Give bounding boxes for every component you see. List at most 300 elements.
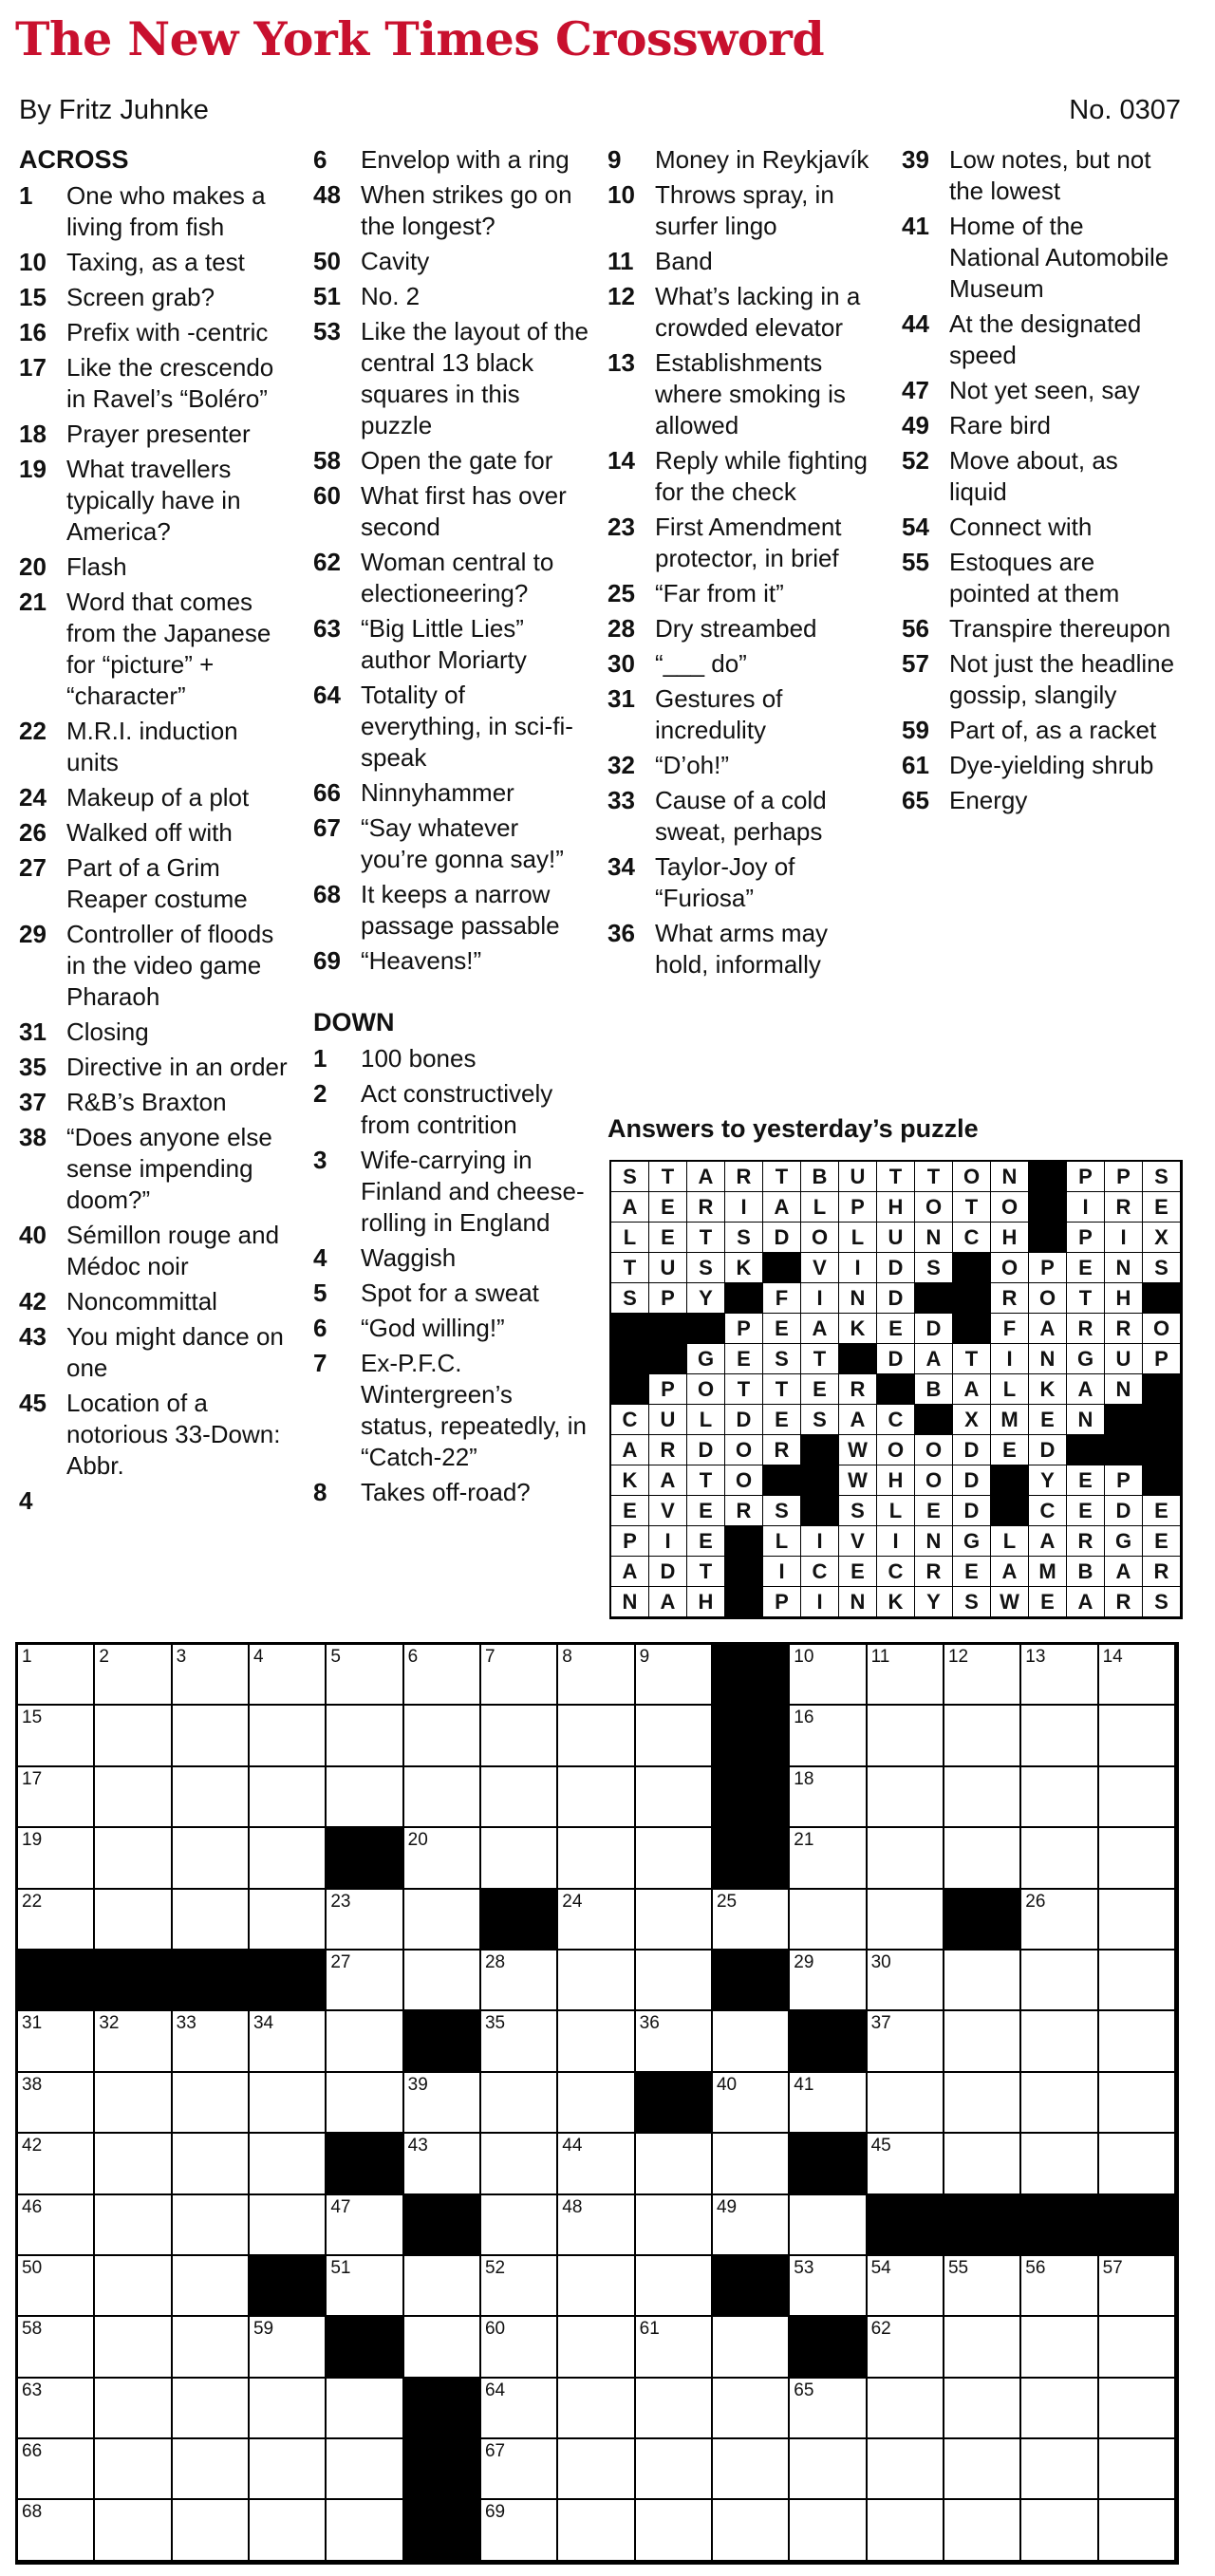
clue-number: 30	[608, 649, 635, 679]
grid-cell[interactable]	[250, 1890, 327, 1951]
grid-cell[interactable]	[868, 2439, 944, 2500]
answer-letter: A	[611, 1435, 649, 1465]
answer-letter: A	[763, 1192, 801, 1223]
clue-42	[19, 1286, 294, 1317]
grid-cell[interactable]	[327, 2073, 403, 2134]
grid-cell[interactable]	[18, 2317, 95, 2378]
clue-number: 38	[19, 1123, 47, 1152]
grid-cell[interactable]	[173, 2011, 250, 2072]
grid-cell[interactable]	[173, 2500, 250, 2561]
answer-letter: P	[1105, 1162, 1143, 1192]
grid-cell[interactable]	[95, 2011, 172, 2072]
grid-cell[interactable]	[558, 1767, 635, 1828]
grid-cell[interactable]	[250, 1767, 327, 1828]
grid-cell[interactable]	[1021, 2317, 1098, 2378]
grid-cell[interactable]	[558, 1645, 635, 1706]
grid-cell[interactable]	[173, 2439, 250, 2500]
grid-cell[interactable]	[18, 2134, 95, 2194]
answer-black-square	[725, 1557, 763, 1587]
grid-cell[interactable]	[790, 2073, 867, 2134]
grid-cell[interactable]	[481, 1645, 558, 1706]
grid-cell[interactable]	[250, 1706, 327, 1766]
clue-text: When strikes go on the longest?	[361, 180, 572, 241]
clue-62	[313, 547, 589, 609]
grid-cell[interactable]	[250, 1828, 327, 1889]
answer-letter: E	[687, 1526, 725, 1557]
answer-letter: S	[915, 1253, 953, 1283]
grid-cell[interactable]	[636, 1767, 713, 1828]
grid-cell[interactable]	[481, 2073, 558, 2134]
grid-cell[interactable]	[18, 2073, 95, 2134]
grid-cell[interactable]	[558, 2500, 635, 2561]
grid-cell[interactable]	[173, 2073, 250, 2134]
answer-letter: E	[1029, 1405, 1067, 1435]
grid-cell[interactable]	[95, 1706, 172, 1766]
cell-number: 31	[22, 2013, 43, 2034]
grid-cell[interactable]	[250, 1645, 327, 1706]
grid-cell[interactable]	[481, 1951, 558, 2011]
answer-letter: H	[877, 1192, 915, 1223]
answer-letter: E	[649, 1223, 687, 1253]
grid-cell[interactable]	[1099, 2439, 1176, 2500]
answer-letter: M	[1029, 1557, 1067, 1587]
clue-38	[19, 1122, 294, 1216]
answer-letter: O	[953, 1162, 991, 1192]
grid-cell[interactable]	[18, 2256, 95, 2317]
clue-number: 12	[608, 282, 635, 311]
grid-cell[interactable]	[1021, 1767, 1098, 1828]
grid-cell[interactable]	[558, 1706, 635, 1766]
answer-letter: N	[1067, 1405, 1105, 1435]
answer-letter: S	[1143, 1253, 1181, 1283]
grid-cell[interactable]	[636, 2256, 713, 2317]
cell-number: 51	[330, 2257, 351, 2278]
grid-cell[interactable]	[18, 2011, 95, 2072]
grid-cell[interactable]	[1099, 1951, 1176, 2011]
grid-cell[interactable]	[481, 1767, 558, 1828]
grid-cell[interactable]	[404, 1951, 481, 2011]
grid-cell[interactable]	[944, 2379, 1021, 2439]
grid-cell[interactable]	[558, 2379, 635, 2439]
clue-text: Wife-carrying in Finland and cheese-rolling in England	[361, 1146, 585, 1238]
grid-cell[interactable]	[636, 1645, 713, 1706]
grid-cell[interactable]	[1099, 1767, 1176, 1828]
grid-cell[interactable]	[1021, 2256, 1098, 2317]
grid-cell[interactable]	[558, 2317, 635, 2378]
grid-cell[interactable]	[790, 2379, 867, 2439]
grid-cell[interactable]	[327, 2195, 403, 2256]
grid-cell[interactable]	[481, 2379, 558, 2439]
grid-cell[interactable]	[944, 1645, 1021, 1706]
grid-cell[interactable]	[713, 2317, 790, 2378]
grid-cell[interactable]	[636, 1890, 713, 1951]
grid-cell[interactable]	[173, 1645, 250, 1706]
grid-cell[interactable]	[1099, 1645, 1176, 1706]
clue-number: 8	[313, 1478, 327, 1507]
grid-cell[interactable]	[95, 2500, 172, 2561]
answer-letter: I	[649, 1526, 687, 1557]
answer-letter: L	[801, 1192, 839, 1223]
grid-cell[interactable]	[173, 2317, 250, 2378]
answer-letter: T	[763, 1162, 801, 1192]
grid-cell[interactable]	[868, 2256, 944, 2317]
grid-cell[interactable]	[1099, 2500, 1176, 2561]
grid-cell[interactable]	[18, 2500, 95, 2561]
grid-cell[interactable]	[713, 2379, 790, 2439]
grid-cell[interactable]	[18, 1645, 95, 1706]
grid-cell[interactable]	[1021, 2500, 1098, 2561]
grid-cell[interactable]	[636, 2317, 713, 2378]
answer-letter: R	[1143, 1557, 1181, 1587]
black-square	[250, 2256, 327, 2317]
grid-cell[interactable]	[250, 2011, 327, 2072]
grid-cell[interactable]	[173, 2256, 250, 2317]
grid-cell[interactable]	[1021, 2439, 1098, 2500]
grid-cell[interactable]	[713, 2073, 790, 2134]
grid-cell[interactable]	[173, 1767, 250, 1828]
answer-letter: T	[687, 1465, 725, 1496]
grid-cell[interactable]	[1021, 1828, 1098, 1889]
grid-cell[interactable]	[713, 2011, 790, 2072]
clue-number: 47	[902, 376, 929, 405]
clue-text: “Does anyone else sense impending doom?”	[66, 1123, 272, 1215]
grid-cell[interactable]	[481, 2195, 558, 2256]
grid-cell[interactable]	[95, 2256, 172, 2317]
answer-black-square	[763, 1253, 801, 1283]
grid-cell[interactable]	[95, 2439, 172, 2500]
clue-14	[608, 445, 883, 508]
grid-cell[interactable]	[404, 1828, 481, 1889]
grid-cell[interactable]	[868, 1951, 944, 2011]
grid-cell[interactable]	[868, 1890, 944, 1951]
grid-cell[interactable]	[1099, 1828, 1176, 1889]
grid-cell[interactable]	[327, 1890, 403, 1951]
grid-cell[interactable]	[404, 2073, 481, 2134]
grid-cell[interactable]	[1021, 1645, 1098, 1706]
grid-cell[interactable]	[327, 1951, 403, 2011]
grid-cell[interactable]	[868, 2317, 944, 2378]
answer-letter: E	[763, 1405, 801, 1435]
grid-cell[interactable]	[404, 2256, 481, 2317]
grid-cell[interactable]	[868, 1706, 944, 1766]
grid-cell[interactable]	[790, 1951, 867, 2011]
clue-number: 59	[902, 716, 929, 745]
grid-cell[interactable]	[790, 1890, 867, 1951]
grid-cell[interactable]	[790, 1706, 867, 1766]
answer-black-square	[915, 1405, 953, 1435]
answer-letter: U	[649, 1253, 687, 1283]
clue-column-4	[902, 144, 1177, 820]
grid-cell[interactable]	[1099, 2011, 1176, 2072]
grid-cell[interactable]	[636, 2195, 713, 2256]
grid-cell[interactable]	[173, 1828, 250, 1889]
grid-cell[interactable]	[790, 2256, 867, 2317]
grid-cell[interactable]	[558, 1951, 635, 2011]
grid-cell[interactable]	[790, 2439, 867, 2500]
grid-cell[interactable]	[636, 2500, 713, 2561]
grid-cell[interactable]	[636, 2439, 713, 2500]
grid-cell[interactable]	[558, 1828, 635, 1889]
grid-cell[interactable]	[481, 1706, 558, 1766]
answer-letter: N	[915, 1223, 953, 1253]
grid-cell[interactable]	[95, 1645, 172, 1706]
grid-cell[interactable]	[868, 1645, 944, 1706]
cell-number: 62	[870, 2319, 891, 2340]
grid-cell[interactable]	[250, 2073, 327, 2134]
grid-cell[interactable]	[944, 2073, 1021, 2134]
answer-letter: S	[1143, 1162, 1181, 1192]
grid-cell[interactable]	[558, 2011, 635, 2072]
grid-cell[interactable]	[558, 2195, 635, 2256]
grid-cell[interactable]	[173, 2379, 250, 2439]
grid-cell[interactable]	[327, 2256, 403, 2317]
answer-letter: N	[839, 1283, 877, 1314]
clue-55	[902, 547, 1177, 609]
grid-cell[interactable]	[173, 1706, 250, 1766]
cell-number: 68	[22, 2502, 43, 2523]
clue-text: Directive in an order	[66, 1053, 288, 1082]
clue-text: Location of a notorious 33-Down: Abbr.	[66, 1389, 281, 1481]
answer-letter: P	[1029, 1253, 1067, 1283]
answer-letter: A	[649, 1587, 687, 1617]
grid-cell[interactable]	[481, 2134, 558, 2194]
black-square	[404, 2195, 481, 2256]
grid-cell[interactable]	[1099, 1890, 1176, 1951]
grid-cell[interactable]	[1021, 2011, 1098, 2072]
answer-letter: O	[991, 1192, 1029, 1223]
grid-cell[interactable]	[713, 2500, 790, 2561]
answer-letter: P	[725, 1314, 763, 1344]
cell-number: 52	[484, 2257, 506, 2278]
grid-cell[interactable]	[558, 2073, 635, 2134]
grid-cell[interactable]	[95, 1828, 172, 1889]
grid-cell[interactable]	[868, 1767, 944, 1828]
crossword-grid	[15, 1642, 1179, 2565]
grid-cell[interactable]	[944, 1951, 1021, 2011]
answer-letter: O	[725, 1435, 763, 1465]
grid-cell[interactable]	[95, 2195, 172, 2256]
clue-column-2	[313, 144, 589, 1512]
grid-cell[interactable]	[173, 2134, 250, 2194]
grid-cell[interactable]	[636, 2134, 713, 2194]
grid-cell[interactable]	[558, 2439, 635, 2500]
grid-cell[interactable]	[636, 1706, 713, 1766]
grid-cell[interactable]	[481, 2500, 558, 2561]
grid-cell[interactable]	[18, 1828, 95, 1889]
clue-number: 16	[19, 317, 47, 346]
grid-cell[interactable]	[1099, 2379, 1176, 2439]
black-square	[713, 1706, 790, 1766]
answer-black-square	[915, 1283, 953, 1314]
answer-letter: V	[801, 1253, 839, 1283]
black-square	[790, 2317, 867, 2378]
cell-number: 46	[22, 2196, 43, 2217]
grid-cell[interactable]	[944, 2317, 1021, 2378]
answer-letter: R	[1067, 1526, 1105, 1557]
clue-number: 68	[313, 880, 341, 909]
answer-letter: T	[801, 1344, 839, 1374]
grid-cell[interactable]	[868, 2073, 944, 2134]
grid-cell[interactable]	[713, 2134, 790, 2194]
answers-title: Answers to yesterday’s puzzle	[608, 1114, 979, 1143]
black-square	[404, 2500, 481, 2561]
cell-number: 10	[794, 1647, 814, 1667]
grid-cell[interactable]	[944, 2256, 1021, 2317]
clue-number: 65	[902, 786, 929, 815]
grid-cell[interactable]	[1099, 2134, 1176, 2194]
clue-text: “God willing!”	[361, 1314, 505, 1343]
grid-cell[interactable]	[95, 1767, 172, 1828]
clue-number: 31	[19, 1017, 47, 1047]
grid-cell[interactable]	[18, 2439, 95, 2500]
answer-letter: D	[763, 1223, 801, 1253]
cell-number: 30	[870, 1951, 891, 1972]
grid-cell[interactable]	[790, 2500, 867, 2561]
grid-cell[interactable]	[636, 1951, 713, 2011]
grid-cell[interactable]	[404, 1767, 481, 1828]
grid-cell[interactable]	[481, 2317, 558, 2378]
grid-cell[interactable]	[944, 2439, 1021, 2500]
grid-cell[interactable]	[1099, 2317, 1176, 2378]
answer-letter: U	[1105, 1344, 1143, 1374]
grid-cell[interactable]	[18, 2379, 95, 2439]
grid-cell[interactable]	[944, 2134, 1021, 2194]
grid-cell[interactable]	[868, 2011, 944, 2072]
answer-black-square	[1105, 1435, 1143, 1465]
answer-letter: T	[1067, 1283, 1105, 1314]
clue-17	[19, 352, 294, 415]
grid-cell[interactable]	[327, 1645, 403, 1706]
answer-black-square	[1029, 1192, 1067, 1223]
grid-cell[interactable]	[1021, 1951, 1098, 2011]
grid-cell[interactable]	[404, 1890, 481, 1951]
grid-cell[interactable]	[944, 1767, 1021, 1828]
clue-text: Move about, as liquid	[949, 446, 1118, 507]
answer-black-square	[611, 1314, 649, 1344]
grid-cell[interactable]	[1021, 2379, 1098, 2439]
answer-letter: R	[839, 1374, 877, 1405]
grid-cell[interactable]	[1021, 2134, 1098, 2194]
grid-cell[interactable]	[558, 2134, 635, 2194]
grid-cell[interactable]	[173, 1890, 250, 1951]
grid-cell[interactable]	[1099, 1706, 1176, 1766]
grid-cell[interactable]	[1021, 1706, 1098, 1766]
grid-cell[interactable]	[790, 2195, 867, 2256]
grid-cell[interactable]	[250, 2439, 327, 2500]
grid-cell[interactable]	[18, 1767, 95, 1828]
answer-letter: P	[1143, 1344, 1181, 1374]
grid-cell[interactable]	[250, 2195, 327, 2256]
grid-cell[interactable]	[636, 2379, 713, 2439]
grid-cell[interactable]	[481, 1828, 558, 1889]
grid-cell[interactable]	[481, 2439, 558, 2500]
clue-52	[902, 445, 1177, 508]
grid-cell[interactable]	[1099, 2256, 1176, 2317]
grid-cell[interactable]	[95, 2134, 172, 2194]
grid-cell[interactable]	[404, 2317, 481, 2378]
cell-number: 15	[22, 1708, 43, 1728]
grid-cell[interactable]	[404, 1645, 481, 1706]
grid-cell[interactable]	[713, 1890, 790, 1951]
answer-letter: K	[611, 1465, 649, 1496]
clue-number: 66	[313, 778, 341, 808]
cell-number: 35	[484, 2013, 506, 2034]
grid-cell[interactable]	[95, 2379, 172, 2439]
clue-58	[313, 445, 589, 476]
grid-cell[interactable]	[250, 2500, 327, 2561]
grid-cell[interactable]	[18, 1890, 95, 1951]
grid-cell[interactable]	[327, 2379, 403, 2439]
grid-cell[interactable]	[868, 2500, 944, 2561]
grid-cell[interactable]	[327, 1767, 403, 1828]
answer-letter: E	[953, 1557, 991, 1587]
grid-cell[interactable]	[944, 2500, 1021, 2561]
grid-cell[interactable]	[636, 2011, 713, 2072]
grid-cell[interactable]	[713, 2195, 790, 2256]
grid-cell[interactable]	[944, 1706, 1021, 1766]
grid-cell[interactable]	[790, 1828, 867, 1889]
grid-cell[interactable]	[250, 2134, 327, 2194]
grid-cell[interactable]	[95, 1890, 172, 1951]
grid-cell[interactable]	[18, 1706, 95, 1766]
answer-letter: D	[953, 1465, 991, 1496]
clue-43	[19, 1321, 294, 1384]
grid-cell[interactable]	[1021, 1890, 1098, 1951]
grid-cell[interactable]	[327, 1706, 403, 1766]
clue-49	[902, 410, 1177, 441]
black-square	[18, 1951, 95, 2011]
grid-cell[interactable]	[481, 2256, 558, 2317]
grid-cell[interactable]	[558, 1890, 635, 1951]
grid-cell[interactable]	[558, 2256, 635, 2317]
clue-3	[313, 1145, 589, 1239]
grid-cell[interactable]	[250, 2379, 327, 2439]
answer-black-square	[687, 1314, 725, 1344]
grid-cell[interactable]	[327, 2439, 403, 2500]
clue-31	[19, 1017, 294, 1048]
grid-cell[interactable]	[250, 2317, 327, 2378]
answer-letter: R	[1105, 1314, 1143, 1344]
grid-cell[interactable]	[944, 1828, 1021, 1889]
grid-cell[interactable]	[790, 1767, 867, 1828]
grid-cell[interactable]	[327, 2500, 403, 2561]
answer-letter: Y	[1029, 1465, 1067, 1496]
grid-cell[interactable]	[173, 2195, 250, 2256]
answer-letter: T	[687, 1223, 725, 1253]
grid-cell[interactable]	[1021, 2073, 1098, 2134]
grid-cell[interactable]	[18, 2195, 95, 2256]
grid-cell[interactable]	[868, 2134, 944, 2194]
grid-cell[interactable]	[868, 1828, 944, 1889]
grid-cell[interactable]	[868, 2379, 944, 2439]
grid-cell[interactable]	[1099, 2073, 1176, 2134]
grid-cell[interactable]	[404, 1706, 481, 1766]
grid-cell[interactable]	[713, 2439, 790, 2500]
grid-cell[interactable]	[327, 2011, 403, 2072]
grid-cell[interactable]	[636, 1828, 713, 1889]
answer-letter: N	[1105, 1253, 1143, 1283]
black-square	[713, 1828, 790, 1889]
clue-20	[19, 551, 294, 583]
grid-cell[interactable]	[944, 2011, 1021, 2072]
grid-cell[interactable]	[481, 2011, 558, 2072]
grid-cell[interactable]	[404, 2134, 481, 2194]
grid-cell[interactable]	[790, 1645, 867, 1706]
answer-letter: E	[1143, 1192, 1181, 1223]
grid-cell[interactable]	[95, 2317, 172, 2378]
cell-number: 16	[794, 1708, 814, 1728]
grid-cell[interactable]	[95, 2073, 172, 2134]
